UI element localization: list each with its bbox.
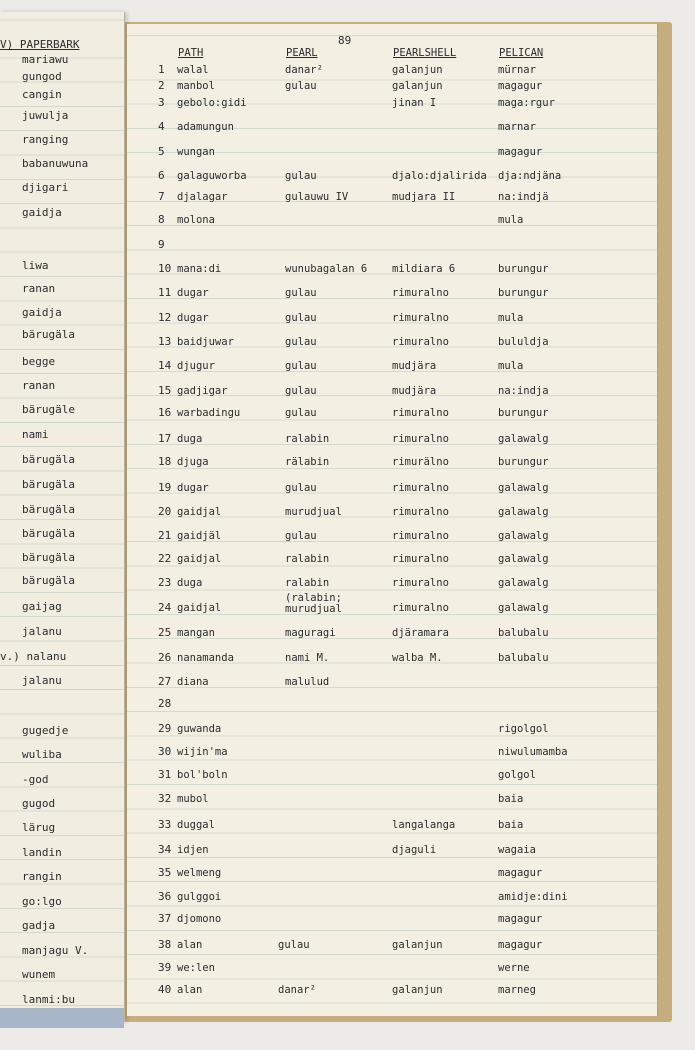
path-cell: dugar	[177, 287, 209, 299]
left-column-item: ranan	[22, 282, 56, 295]
header-pelican: PELICAN	[499, 47, 544, 59]
left-column-item: gadja	[22, 919, 56, 932]
pelican-cell: burungur	[498, 456, 549, 468]
row-number: 40	[158, 983, 172, 996]
row-number: 19	[158, 481, 172, 494]
row-number: 4	[158, 120, 165, 133]
pearlshell-cell: djaguli	[392, 844, 437, 856]
pelican-cell: mula	[498, 312, 524, 324]
pelican-cell: marnar	[498, 121, 536, 133]
pelican-cell: na:indja	[498, 385, 549, 397]
pelican-cell: galawalg	[498, 577, 549, 589]
left-column-item: landin	[22, 846, 62, 859]
path-cell: warbadingu	[177, 407, 241, 419]
row-number: 15	[158, 384, 172, 397]
row-number: 30	[158, 745, 172, 758]
path-cell: alan	[177, 984, 203, 996]
path-cell: dugar	[177, 312, 209, 324]
path-cell: gulggoi	[177, 891, 222, 903]
pearl-cell: gulau	[285, 530, 317, 542]
left-column-item: bärugäle	[22, 403, 75, 416]
left-column-item: ranging	[22, 133, 69, 146]
pelican-cell: galawalg	[498, 602, 549, 614]
path-cell: adamungun	[177, 121, 234, 133]
pelican-cell: werne	[498, 962, 530, 974]
left-column-item: juwulja	[22, 109, 69, 122]
pearl-cell: gulauwu IV	[285, 191, 349, 203]
pearlshell-cell: rimuralno	[392, 433, 449, 445]
pelican-cell: galawalg	[498, 433, 549, 445]
path-cell: molona	[177, 214, 215, 226]
path-cell: idjen	[177, 844, 209, 856]
pelican-cell: galawalg	[498, 506, 549, 518]
left-column-item: lanmi:bu	[22, 993, 75, 1006]
row-number: 29	[158, 722, 172, 735]
left-column-item: jalanu	[22, 625, 62, 638]
path-cell: galaguworba	[177, 170, 247, 182]
row-number: 20	[158, 505, 172, 518]
left-column-item: ranan	[22, 379, 56, 392]
path-cell: baidjuwar	[177, 336, 234, 348]
pearlshell-cell: rimuralno	[392, 506, 449, 518]
path-cell: dugar	[177, 482, 209, 494]
left-column-item: bärugäla	[22, 328, 75, 341]
row-number: 22	[158, 552, 172, 565]
path-cell: gebolo:gidi	[177, 97, 247, 109]
row-number: 8	[158, 213, 165, 226]
pelican-cell: mürnar	[498, 64, 536, 76]
row-number: 5	[158, 145, 165, 158]
row-number: 38	[158, 938, 172, 951]
pearl-cell: nami M.	[285, 652, 330, 664]
pelican-cell: galawalg	[498, 482, 549, 494]
left-column-item: lärug	[22, 821, 56, 834]
path-cell: gaidjäl	[177, 530, 222, 542]
pearlshell-cell: rimuralno	[392, 312, 449, 324]
pearl-cell: rälabin	[285, 456, 330, 468]
row-number: 25	[158, 626, 172, 639]
row-number: 37	[158, 912, 172, 925]
left-column-item: gaidja	[22, 306, 62, 319]
row-number: 10	[158, 262, 172, 275]
path-cell: mana:di	[177, 263, 222, 275]
pelican-cell: magagur	[498, 939, 543, 951]
pearlshell-cell: galanjun	[392, 984, 443, 996]
pearlshell-cell: djäramara	[392, 627, 449, 639]
pelican-cell: marneg	[498, 984, 536, 996]
pelican-cell: golgol	[498, 769, 536, 781]
row-number: 13	[158, 335, 172, 348]
row-number: 12	[158, 311, 172, 324]
row-number: 14	[158, 359, 172, 372]
left-column-item: bärugäla	[22, 478, 75, 491]
path-cell: bol'boln	[177, 769, 228, 781]
left-column-item: wunem	[22, 968, 56, 981]
pelican-cell: mula	[498, 214, 524, 226]
row-number: 17	[158, 432, 172, 445]
row-number: 27	[158, 675, 172, 688]
pearl-cell: ralabin	[285, 433, 330, 445]
left-column-item: gaijag	[22, 600, 62, 613]
pearl-cell: wunubagalan 6	[285, 263, 368, 275]
pelican-cell: dja:ndjäna	[498, 170, 562, 182]
pelican-cell: balubalu	[498, 652, 549, 664]
pelican-cell: baia	[498, 819, 524, 831]
pearlshell-cell: galanjun	[392, 80, 443, 92]
pearlshell-cell: rimuralno	[392, 577, 449, 589]
pearl-cell: danar²	[278, 984, 316, 996]
pearl-cell: ralabin	[285, 553, 330, 565]
pelican-cell: magagur	[498, 867, 543, 879]
pearl-cell: gulau	[285, 170, 317, 182]
left-column-item: liwa	[22, 259, 49, 272]
pelican-cell: rigolgol	[498, 723, 549, 735]
pearlshell-cell: rimuralno	[392, 336, 449, 348]
left-column-item: -god	[22, 773, 49, 786]
left-column-item: bärugäla	[22, 551, 75, 564]
row-number: 36	[158, 890, 172, 903]
path-cell: wungan	[177, 146, 215, 158]
left-column-item: wuliba	[22, 748, 62, 761]
pearlshell-cell: rimurälno	[392, 456, 449, 468]
path-cell: walal	[177, 64, 209, 76]
left-column-item: v.) nalanu	[0, 650, 67, 663]
row-number: 18	[158, 455, 172, 468]
pelican-cell: na:indjä	[498, 191, 549, 203]
page-edge-strip	[0, 1008, 124, 1028]
path-cell: alan	[177, 939, 203, 951]
row-number: 16	[158, 406, 172, 419]
pelican-cell: magagur	[498, 146, 543, 158]
row-number: 7	[158, 190, 165, 203]
row-number: 11	[158, 286, 172, 299]
pearlshell-cell: rimuralno	[392, 287, 449, 299]
pearl-cell: malulud	[285, 676, 330, 688]
page-number: 89	[338, 34, 352, 47]
path-cell: djomono	[177, 913, 222, 925]
pelican-cell: amidje:dini	[498, 891, 568, 903]
row-number: 9	[158, 238, 165, 251]
path-cell: guwanda	[177, 723, 222, 735]
pelican-cell: galawalg	[498, 553, 549, 565]
pearl-cell: ralabin	[285, 577, 330, 589]
row-number: 1	[158, 63, 165, 76]
pearl-cell: maguragi	[285, 627, 336, 639]
left-column-item: V) PAPERBARK	[0, 38, 80, 51]
pelican-cell: baia	[498, 793, 524, 805]
pearlshell-cell: rimuralno	[392, 530, 449, 542]
pearl-cell: murudjual	[285, 506, 342, 518]
pearlshell-cell: rimuralno	[392, 482, 449, 494]
pearlshell-cell: mudjära	[392, 360, 437, 372]
path-cell: mubol	[177, 793, 209, 805]
pelican-cell: balubalu	[498, 627, 549, 639]
path-cell: gadjigar	[177, 385, 228, 397]
pelican-cell: magagur	[498, 913, 543, 925]
pearl-cell: gulau	[278, 939, 310, 951]
pelican-cell: mula	[498, 360, 524, 372]
pearlshell-cell: mildiara 6	[392, 263, 456, 275]
row-number: 39	[158, 961, 172, 974]
pearl-cell: gulau	[285, 360, 317, 372]
path-cell: welmeng	[177, 867, 222, 879]
path-cell: manbol	[177, 80, 215, 92]
left-column-item: babanuwuna	[22, 157, 89, 170]
row-number: 26	[158, 651, 172, 664]
pearlshell-cell: mudjära	[392, 385, 437, 397]
pelican-cell: burungur	[498, 263, 549, 275]
left-column-item: go:lgo	[22, 895, 62, 908]
left-column-item: djigari	[22, 181, 69, 194]
row-number: 6	[158, 169, 165, 182]
path-cell: duggal	[177, 819, 215, 831]
left-column-item: manjagu V.	[22, 944, 89, 957]
left-column-item: jalanu	[22, 674, 62, 687]
path-cell: djugur	[177, 360, 215, 372]
pearlshell-cell: walba M.	[392, 652, 443, 664]
left-column-item: bärugäla	[22, 527, 75, 540]
pearl-cell: gulau	[285, 482, 317, 494]
pearlshell-cell: galanjun	[392, 64, 443, 76]
header-pearlshell: PEARLSHELL	[393, 47, 457, 59]
row-number: 35	[158, 866, 172, 879]
path-cell: diana	[177, 676, 209, 688]
left-column-item: bärugäla	[22, 453, 75, 466]
left-column-item: rangin	[22, 870, 62, 883]
left-column-item: nami	[22, 428, 49, 441]
path-cell: gaidjal	[177, 602, 222, 614]
header-pearl: PEARL	[286, 47, 318, 59]
row-number: 28	[158, 697, 172, 710]
path-cell: mangan	[177, 627, 215, 639]
left-column-item: cangin	[22, 88, 62, 101]
left-column-item: gaidja	[22, 206, 62, 219]
pearl-cell: gulau	[285, 407, 317, 419]
pearlshell-cell: mudjara II	[392, 191, 456, 203]
pearl-cell: gulau	[285, 385, 317, 397]
pearlshell-cell: djalo:djalirida	[392, 170, 487, 182]
pearl-cell: gulau	[285, 336, 317, 348]
row-number: 3	[158, 96, 165, 109]
row-number: 31	[158, 768, 172, 781]
path-cell: duga	[177, 577, 203, 589]
pearl-cell: gulau	[285, 80, 317, 92]
left-column-item: gugod	[22, 797, 56, 810]
row-number: 21	[158, 529, 172, 542]
pearlshell-cell: galanjun	[392, 939, 443, 951]
row-number: 34	[158, 843, 172, 856]
path-cell: gaidjal	[177, 506, 222, 518]
row-number: 23	[158, 576, 172, 589]
pelican-cell: wagaia	[498, 844, 536, 856]
left-column-item: bärugäla	[22, 574, 75, 587]
left-column-item: gugedje	[22, 724, 69, 737]
pelican-cell: magagur	[498, 80, 543, 92]
pearl-cell: (ralabin; murudjual	[285, 592, 342, 615]
path-cell: gaidjal	[177, 553, 222, 565]
pearlshell-cell: rimuralno	[392, 602, 449, 614]
pearlshell-cell: rimuralno	[392, 553, 449, 565]
left-column-item: gungod	[22, 70, 62, 83]
pelican-cell: maga:rgur	[498, 97, 555, 109]
pearl-cell: danar²	[285, 64, 323, 76]
pearlshell-cell: rimuralno	[392, 407, 449, 419]
path-cell: we:len	[177, 962, 215, 974]
row-number: 2	[158, 79, 165, 92]
pelican-cell: burungur	[498, 407, 549, 419]
pelican-cell: galawalg	[498, 530, 549, 542]
left-column-item: begge	[22, 355, 56, 368]
pearl-cell: gulau	[285, 312, 317, 324]
pearl-cell: gulau	[285, 287, 317, 299]
row-number: 33	[158, 818, 172, 831]
row-number: 32	[158, 792, 172, 805]
pelican-cell: burungur	[498, 287, 549, 299]
pearlshell-cell: langalanga	[392, 819, 456, 831]
pelican-cell: bululdja	[498, 336, 549, 348]
path-cell: nanamanda	[177, 652, 234, 664]
path-cell: wijin'ma	[177, 746, 228, 758]
path-cell: duga	[177, 433, 203, 445]
header-path: PATH	[178, 47, 204, 59]
left-column-item: mariawu	[22, 53, 69, 66]
path-cell: djalagar	[177, 191, 228, 203]
row-number: 24	[158, 601, 172, 614]
left-column-item: bärugäla	[22, 503, 75, 516]
path-cell: djuga	[177, 456, 209, 468]
pelican-cell: niwulumamba	[498, 746, 568, 758]
pearlshell-cell: jinan I	[392, 97, 437, 109]
